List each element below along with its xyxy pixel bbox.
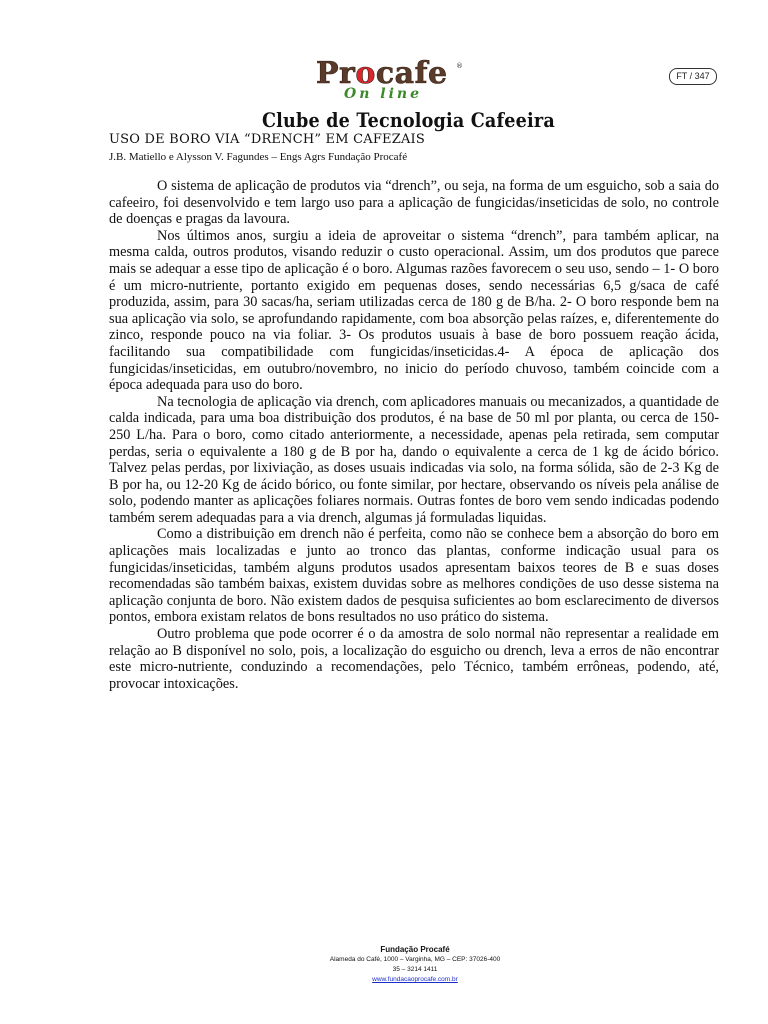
paragraph: O sistema de aplicação de produtos via “drench”, ou seja, na forma de um esguicho, sob a saia do cafeeiro, foi desenvolvido e tem largo uso para a aplicação de fungicidas/inseticidas de solo, no controle de doenças e pragas da lavoura. bbox=[109, 178, 719, 228]
coffee-cup-icon: o bbox=[355, 56, 376, 91]
logo-online-tagline: On line bbox=[344, 86, 422, 102]
paragraph: Como a distribuição em drench não é perfeita, como não se conhece bem a absorção do boro em aplicações mais localizadas e junto ao tronco das plantas, conforme indicação usual para os fungicidas/inseticidas, também alguns produtos usados apresentam baixos teores de B e suas doses recomendadas são também baixas, existem duvidas sobre as melhores condições de uso desse sistema na aplicação conjunta de boro. Não existem dados de pesquisa suficientes ao bom esclarecimento de diversos pontos, embora existam relatos de bons resultados no uso prático do sistema. bbox=[109, 526, 719, 626]
footer-address: Alameda do Café, 1000 – Varginha, MG – CEP: 37026-400 bbox=[329, 956, 501, 963]
club-title: Clube de Tecnologia Cafeeira bbox=[262, 108, 555, 132]
footer-org-name: Fundação Procafé bbox=[380, 945, 450, 954]
footer-website-link[interactable]: www.fundacaoprocafe.com.br bbox=[372, 976, 458, 983]
procafe-logo bbox=[316, 56, 466, 108]
paragraph: Na tecnologia de aplicação via drench, com aplicadores manuais ou mecanizados, a quantidade de calda indicada, para uma boa distribuição dos produtos, é na base de 50 ml por planta, ou cerca de 150-250 L/ha. Para o boro, como citado anteriormente, a necessidade, apenas pela retirada, sem computar perdas, seria o equivalente a 180 g de B por ha, dando o equivalente a cerca de 1 kg de ácido bórico. Talvez pelas perdas, por lixiviação, as doses usuais indicadas via solo, na forma sólida, são de 2-3 Kg de B por ha, ou 12-20 Kg de ácido bórico, ou fonte similar, por hectare, observando os níveis pela análise de solo, podendo manter as aplicações foliares normais. Outras fontes de boro vem sendo indicadas podendo também serem adequadas para a via drench, algumas já formuladas liquidas. bbox=[109, 393, 719, 526]
paragraph: Outro problema que pode ocorrer é o da amostra de solo normal não representar a realidade em relação ao B disponível no solo, pois, a localização do esguicho ou drench, leva a erros de não encontrar este micro-nutriente, conduzindo a recomendações, pelo Técnico, também errôneas, podendo, até, provocar intoxicações. bbox=[109, 626, 719, 692]
document-title: USO DE BORO VIA “DRENCH” EM CAFEZAIS bbox=[109, 132, 425, 147]
article-body bbox=[109, 178, 719, 692]
footer-phone: 35 – 3214 1411 bbox=[392, 966, 438, 973]
authors-line: J.B. Matiello e Alysson V. Fagundes – Engs Agrs Fundação Procafé bbox=[109, 151, 408, 163]
logo-wordmark: Procafe bbox=[316, 56, 448, 91]
page-footer bbox=[300, 944, 530, 985]
ft-number-badge: FT / 347 bbox=[669, 68, 717, 85]
paragraph: Nos últimos anos, surgiu a ideia de aproveitar o sistema “drench”, para também aplicar, na mesma calda, outros produtos, visando reduzir o custo operacional. Assim, um dos produtos que parece mais se adequar a esse tipo de aplicação é o boro. Algumas razões favorecem o seu uso, sendo – 1- O boro é um micro-nutriente, portanto exigido em pequenas doses, sendo necessárias 6,5 g/saca de café produzida, assim, para 30 sacas/ha, seriam utilizadas cerca de 180 g de B/ha. 2- O boro responde bem na sua aplicação via solo, se aprofundando rapidamente, com boa absorção pelas raízes, e, diferentemente do zinco, responde pouco na via foliar. 3- Os produtos usuais à base de boro possuem reação ácida, facilitando sua compatibilidade com fungicidas/inseticidas.4- A época de aplicação dos fungicidas/inseticidas, em outubro/novembro, no inicio do período chuvoso, também coincide com a época adequada para uso do boro. bbox=[109, 227, 719, 394]
registered-mark: ® bbox=[456, 62, 463, 70]
